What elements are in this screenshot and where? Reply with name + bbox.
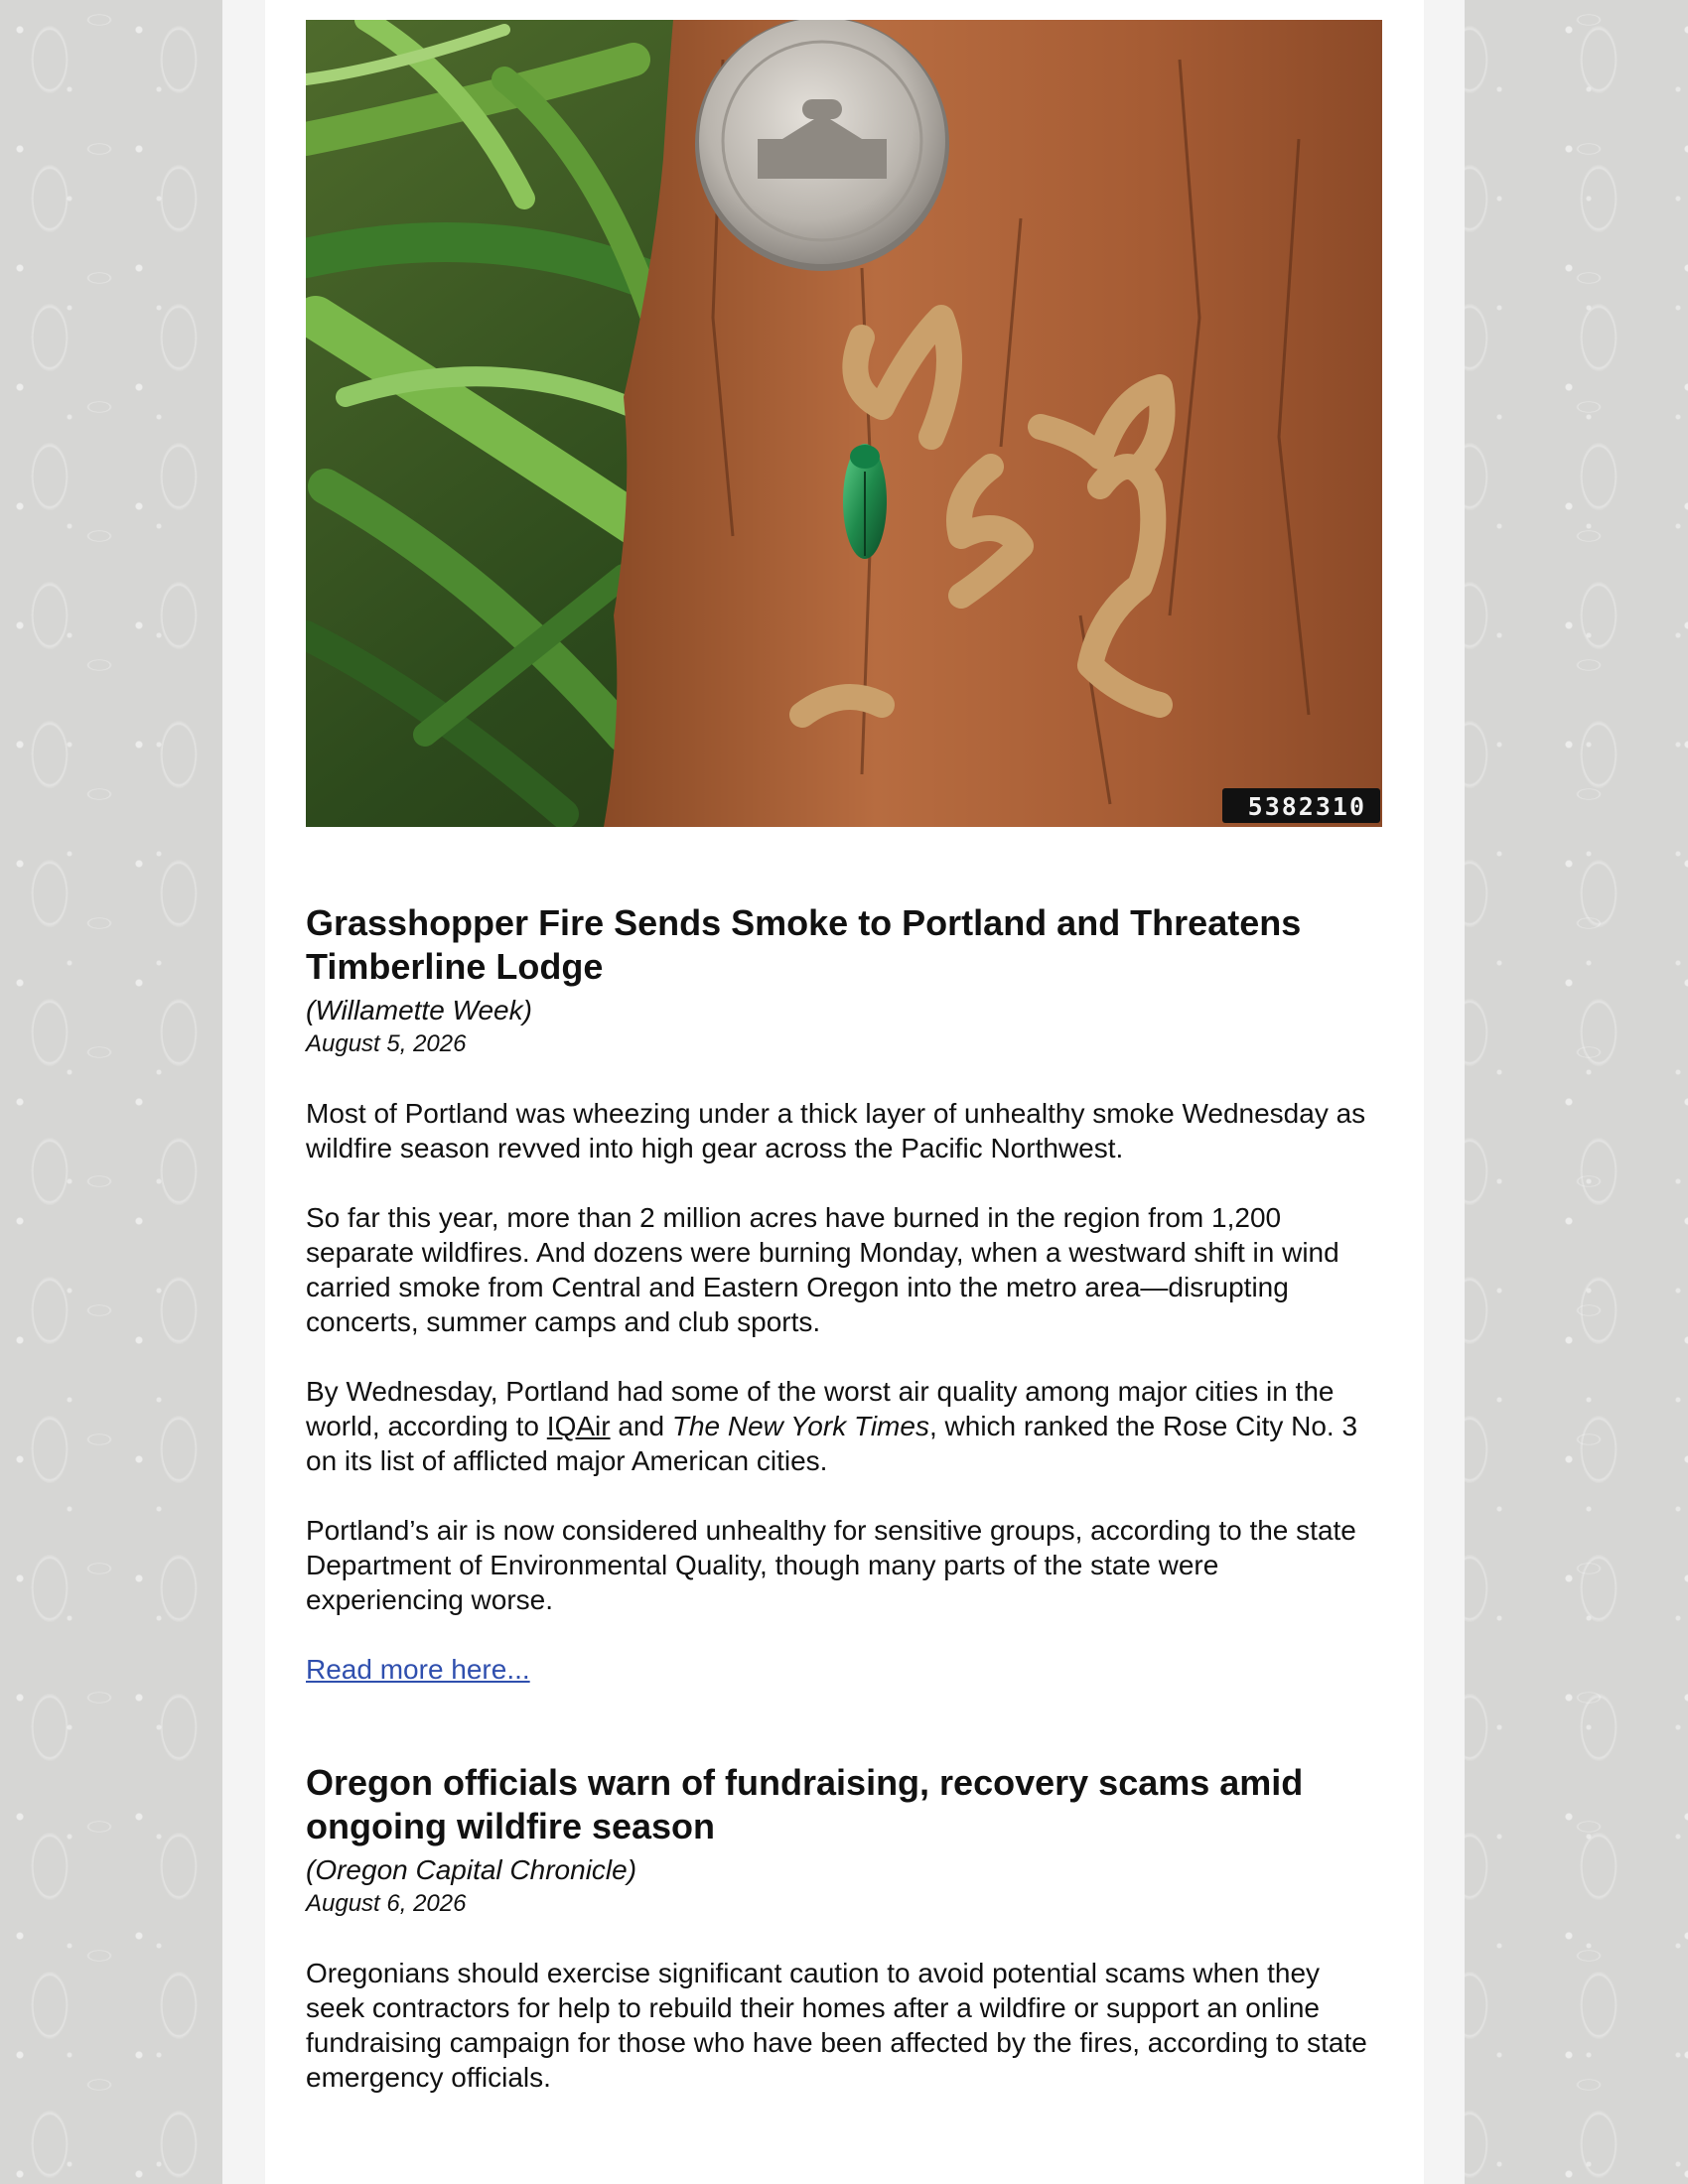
article-grasshopper-fire (306, 901, 1382, 1687)
paragraph-text: By Wednesday, Portland had some of the worst air quality among major cities in the world, according to (306, 1376, 1335, 1441)
article-paragraph: Most of Portland was wheezing under a thick layer of unhealthy smoke Wednesday as wildfire season revved into high gear across the Pacific Northwest. (306, 1098, 1366, 1163)
article-paragraph (306, 1374, 1382, 1478)
publication-name: The New York Times (671, 1411, 929, 1441)
article-scam-warning (306, 1761, 1382, 2095)
article-title: Oregon officials warn of fundraising, recovery scams amid ongoing wildfire season (306, 1762, 1304, 1846)
bark-beetle-illustration (306, 20, 1382, 827)
article-source: (Willamette Week) (306, 995, 532, 1025)
article-paragraph: Oregonians should exercise significant caution to avoid potential scams when they seek contractors for help to rebuild their homes after a wildfire or support an online fundraising campaign for those who have been affected by the fires, according to state emergency officials. (306, 1958, 1367, 2093)
article-title: Grasshopper Fire Sends Smoke to Portland and Threatens Timberline Lodge (306, 902, 1302, 987)
paragraph-text: and (610, 1411, 672, 1441)
article-date: August 5, 2026 (306, 1030, 467, 1057)
article-date: August 6, 2026 (306, 1890, 467, 1917)
article-source: (Oregon Capital Chronicle) (306, 1854, 637, 1885)
article-paragraph: So far this year, more than 2 million acres have burned in the region from 1,200 separate wildfires. And dozens were burning Monday, when a westward shift in wind carried smoke from Central and Eastern Oregon into the metro area—disrupting concerts, summer camps and club sports. (306, 1202, 1339, 1337)
iqair-link[interactable]: IQAir (546, 1411, 611, 1441)
article-photo (306, 20, 1382, 827)
image-id-badge: 5382310 (1222, 788, 1380, 823)
paragraph-text: , which ranked the Rose City No. 3 on its list of afflicted major American cities. (306, 1411, 1358, 1476)
read-more-link[interactable]: Read more here... (306, 1654, 530, 1685)
article-paragraph: Portland’s air is now considered unhealthy for sensitive groups, according to the state Department of Environmental Quality, though many parts of the state were experiencing worse. (306, 1515, 1356, 1615)
